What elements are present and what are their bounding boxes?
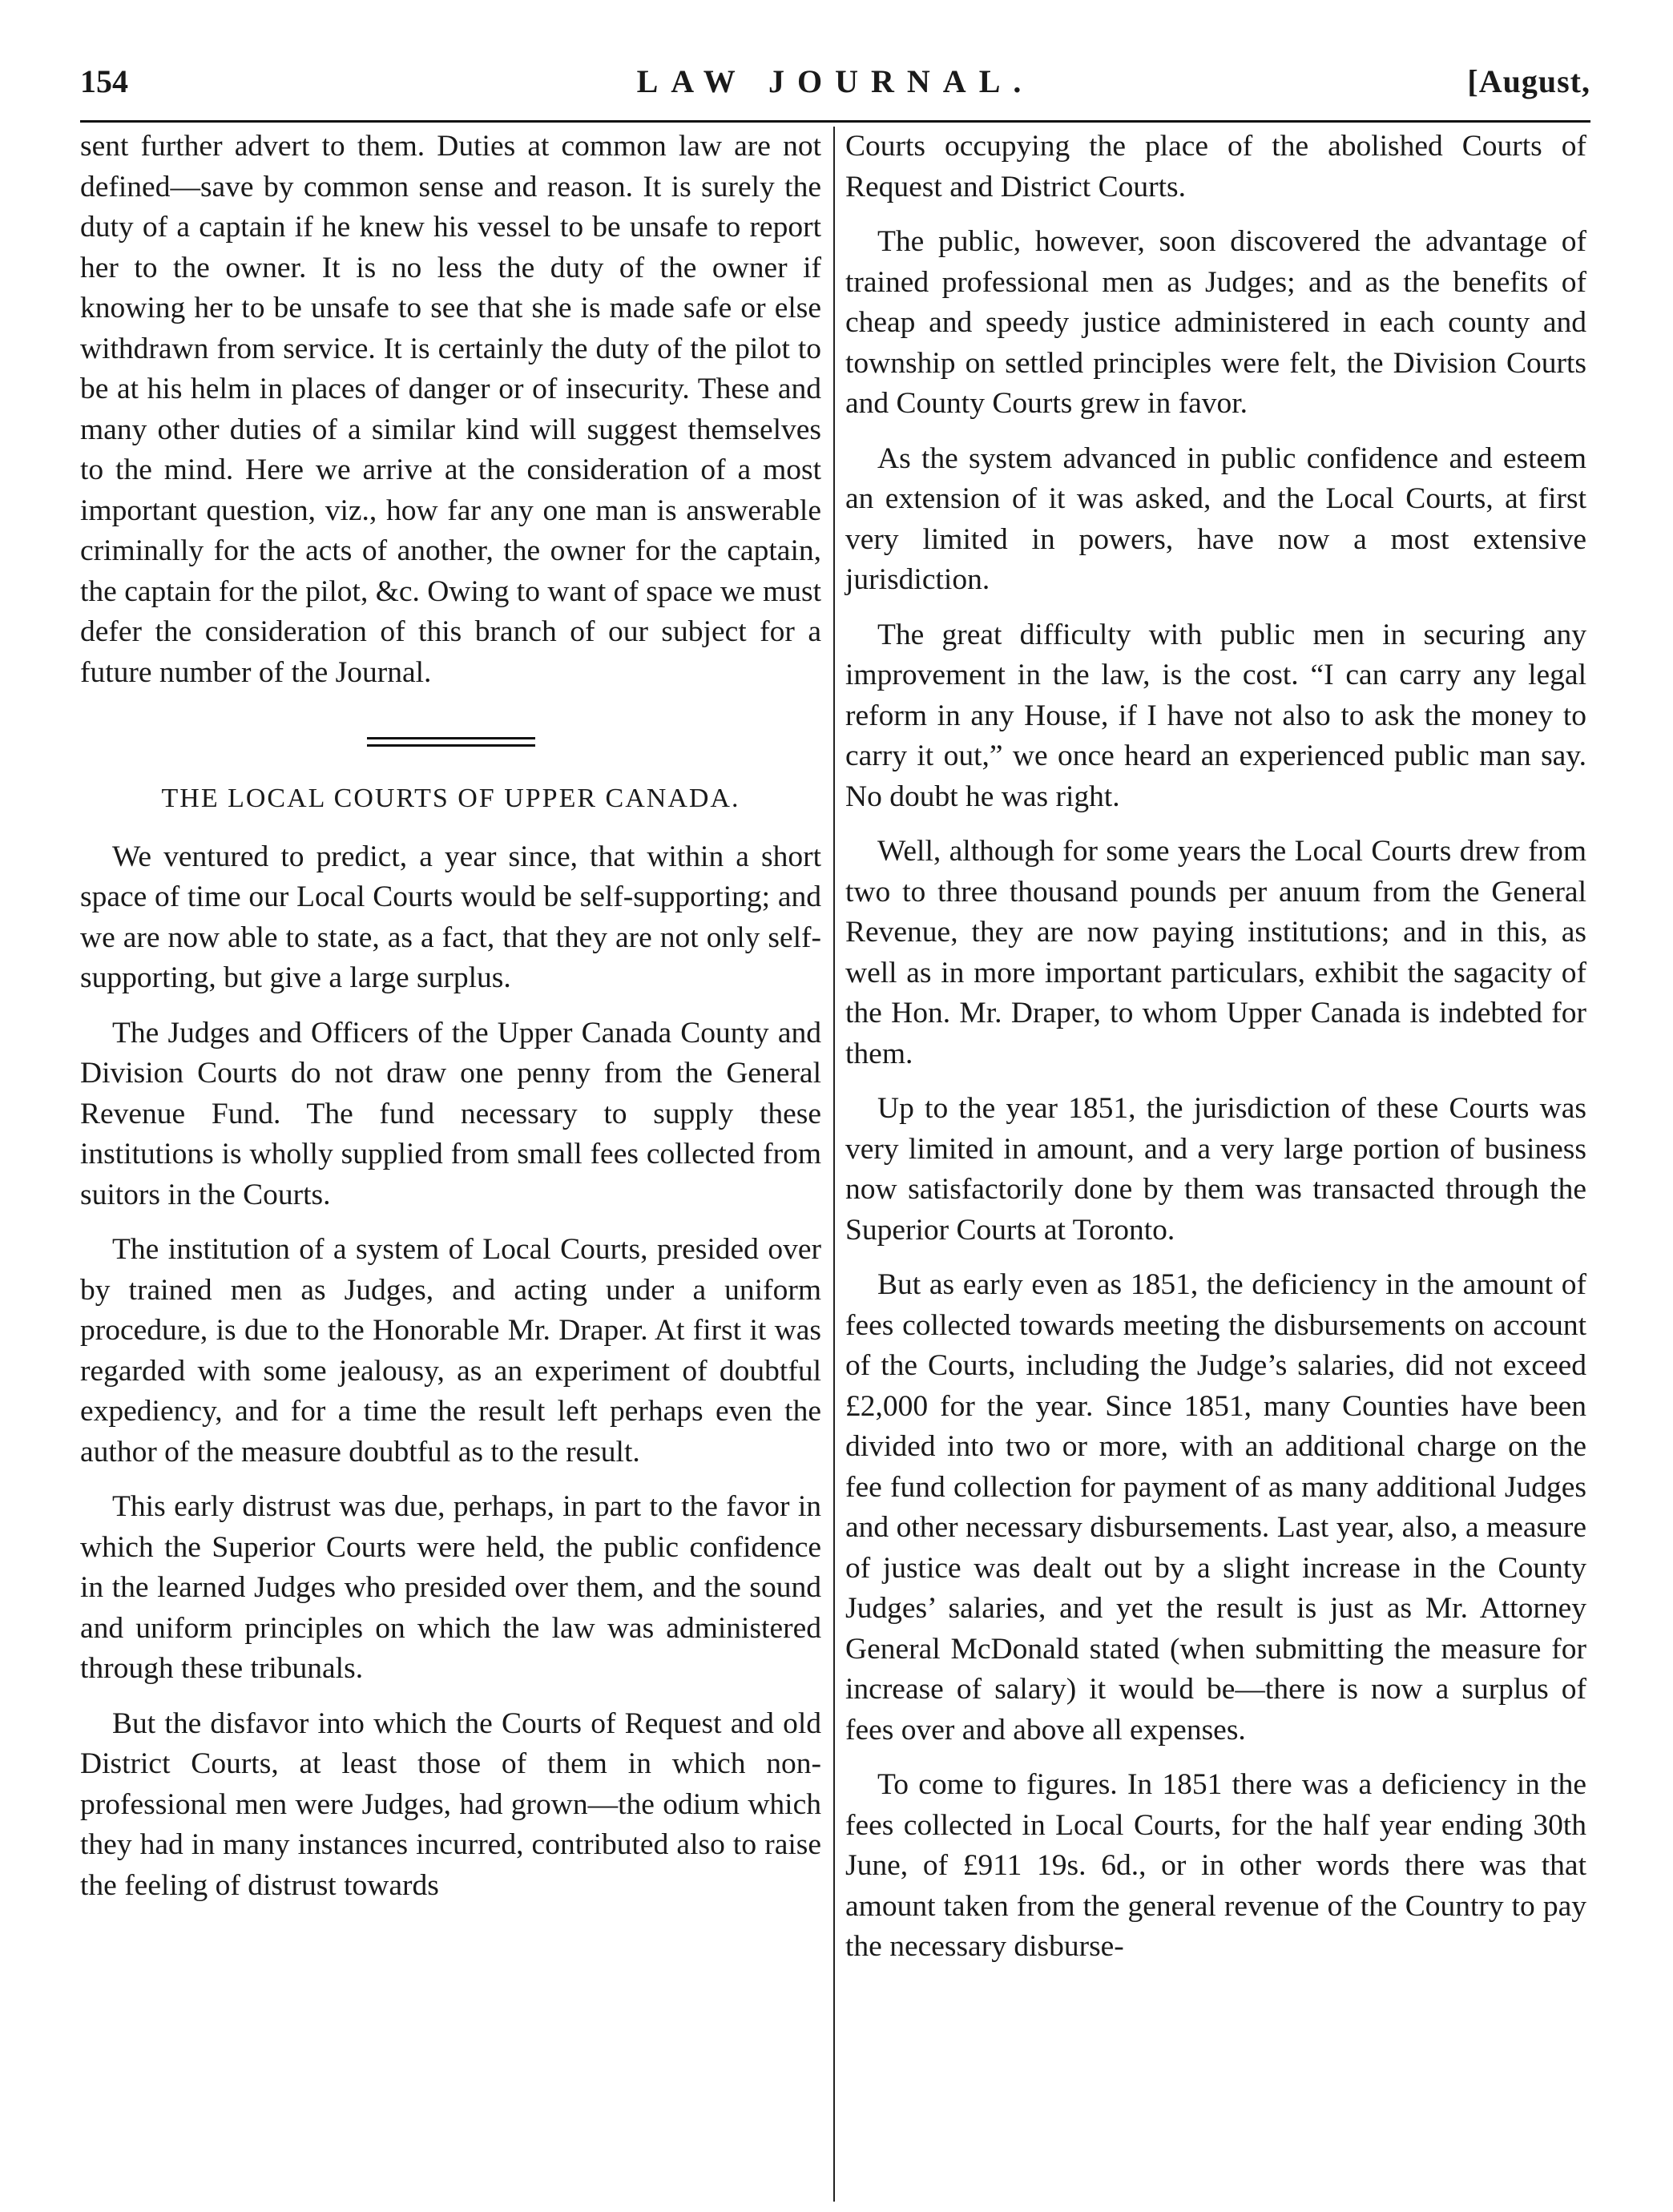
paragraph: The Judges and Officers of the Upper Canada County and Division Courts do not draw one penny from the General Revenue Fund. The fund necessary to supply these institutions is wholly supplied from small fees collected from suitors in the Courts. [80,1016,821,1211]
paragraph: Well, although for some years the Local Courts drew from two to three thousand pounds per anuum from the General Revenue, they are now paying institutions; and in this, as well as in more important particulars, exhibit the sagacity of the Hon. Mr. Draper, to whom Upper Canada is indebted for them. [845,835,1586,1070]
paragraph: As the system advanced in public confidence and esteem an extension of it was asked, and the Local Courts, at first very limited in powers, have now a most extensive jurisdiction. [845,441,1586,596]
paragraph: The great difficulty with public men in securing any improvement in the law, is the cost. “I can carry any legal reform in any House, if I have not also to ask the money to carry it out,” we once heard an experienced public man say. No doubt he was right. [845,618,1586,813]
continued-paragraph: sent further advert to them. Duties at common law are not defined—save by common sense and reason. It is surely the duty of a captain if he knew his vessel to be unsafe to report her to the owner. It is no less the duty of the owner if knowing her to be unsafe to see that she is made safe or else withdrawn from service. It is certainly the duty of the pilot to be at his helm in places of danger or of insecurity. These and many other duties of a similar kind will suggest themselves to the mind. Here we arrive at the consideration of a most important question, viz., how far any one man is answerable criminally for the acts of another, the owner for the captain, the captain for the pilot, &c. Owing to want of space we must defer the consideration of this branch of our subject for a future number of the Journal. [80,130,821,689]
journal-title: LAW JOURNAL. [636,63,1034,99]
paragraph: We ventured to predict, a year since, that within a short space of time our Local Courts would be self-supporting; and we are now able to state, as a fact, that they are not only self-supporting, but give a large surplus. [80,840,821,994]
section-separator [367,737,535,747]
left-column [80,127,821,1920]
continued-paragraph: Courts occupying the place of the abolished Courts of Request and District Courts. [845,130,1586,203]
paragraph: Up to the year 1851, the jurisdiction of these Courts was very limited in amount, and a very large portion of business now satisfactorily done by them was transacted through the Superior Courts at Toronto. [845,1092,1586,1247]
paragraph: To come to figures. In 1851 there was a deficiency in the fees collected in Local Courts, for the half year ending 30th June, of £911 19s. 6d., or in other words there was that amount taken from the general revenue of the Country to pay the necessary disburse- [845,1768,1586,1963]
paragraph: This early distrust was due, perhaps, in part to the favor in which the Superior Courts were held, the public confidence in the learned Judges who presided over them, and the sound and uniform principles on which the law was administered through these tribunals. [80,1490,821,1685]
header-rule [80,120,1590,123]
column-divider [833,127,835,2202]
paragraph: The institution of a system of Local Courts, presided over by trained men as Judges, and acting under a uniform procedure, is due to the Honorable Mr. Draper. At first it was regarded with some jealousy, as an experiment of doubtful expediency, and for a time the result left perhaps even the author of the measure doubtful as to the result. [80,1233,821,1469]
issue-month: [August, [1467,63,1590,99]
section-title: THE LOCAL COURTS OF UPPER CANADA. [161,784,740,813]
paragraph: The public, however, soon discovered the advantage of trained professional men as Judges; and as the benefits of cheap and speedy justice administered in each county and township on settled principles were felt, the Division Courts and County Courts grew in favor. [845,225,1586,420]
paragraph: But as early even as 1851, the deficiency in the amount of fees collected towards meeting the disbursements on account of the Courts, including the Judge’s salaries, did not exceed £2,000 for the year. Since 1851, many Counties have been divided into two or more, with an additional charge on the fee fund collection for payment of as many additional Judges and other necessary disbursements. Last year, also, a measure of justice was dealt out by a slight increase in the County Judges’ salaries, and yet the result is just as Mr. Attorney General McDonald stated (when submitting the measure for increase of salary) it would be—there is now a surplus of fees over and above all expenses. [845,1268,1586,1747]
page-header [80,62,1590,111]
paragraph: But the disfavor into which the Courts of Request and old District Courts, at least those of them in which non-professional men were Judges, had grown—the odium which they had in many instances incurred, contributed also to raise the feeling of distrust towards [80,1706,821,1902]
page-number: 154 [80,63,128,99]
right-column [845,127,1586,1982]
